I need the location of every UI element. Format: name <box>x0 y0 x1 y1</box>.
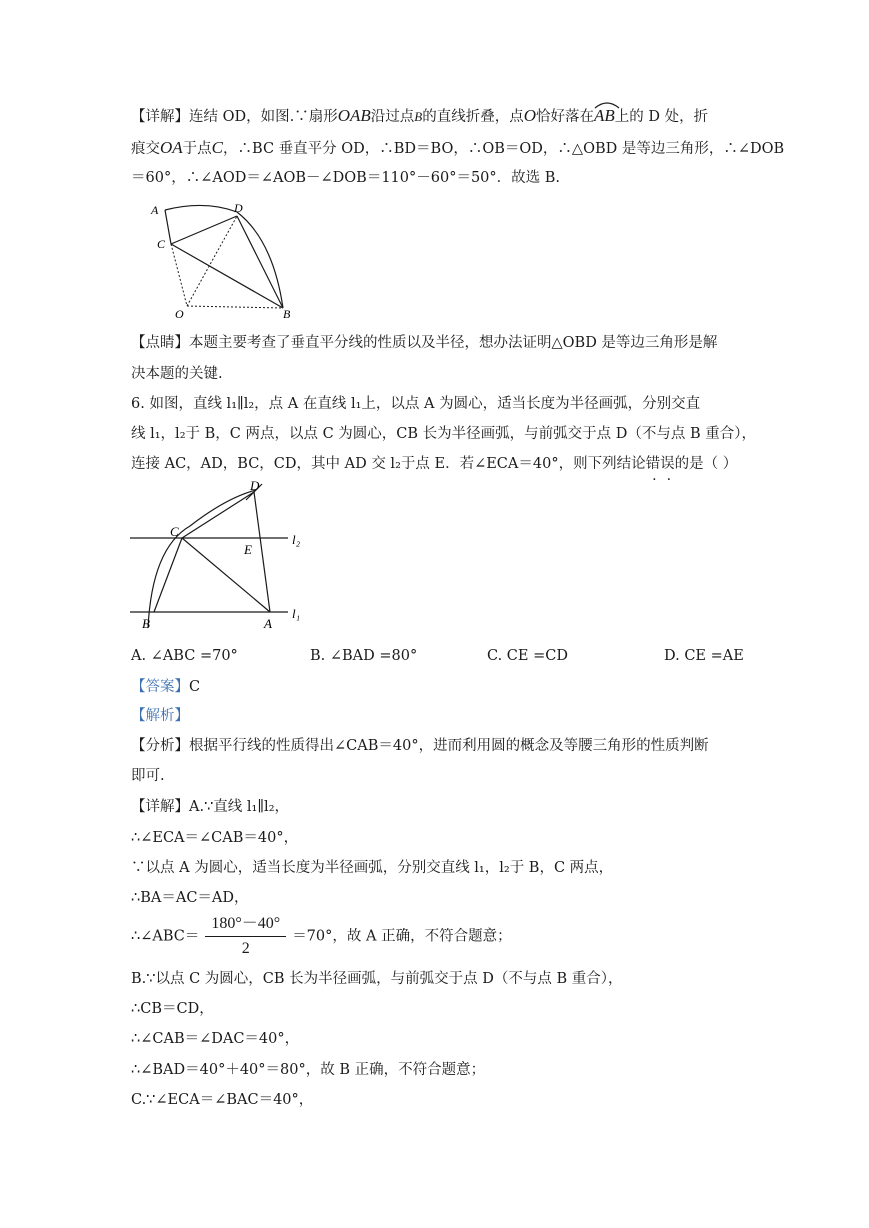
detail2-line10: C.∵∠ECA＝∠BAC＝40°， <box>131 1092 314 1108</box>
segment-ca <box>182 538 270 612</box>
label-b: B <box>283 307 291 321</box>
segment-cd <box>182 492 254 538</box>
emphasis-char: 错 <box>645 456 661 472</box>
detail2-line9: ∴∠BAD＝40°＋40°＝80°，故 B 正确，不符合题意； <box>131 1062 486 1078</box>
option-c: C. CE =CD <box>487 648 568 664</box>
arc-centered-a <box>148 490 256 628</box>
label-c: C <box>157 237 166 251</box>
detail2-line5: ∴∠ABC＝ $\frac{180^\circ-40^\circ}{2}$ ＝70°，故 A 正确，不符合题意； <box>131 915 512 957</box>
arc-mark-icon <box>594 101 620 109</box>
option-d: D. CE =AE <box>664 648 744 664</box>
emphasis-char: 误 <box>660 456 675 472</box>
segment-cd <box>171 216 237 244</box>
answer-value: C <box>189 679 201 695</box>
q6-line2: 线 l₁，l₂于 B，C 两点，以点 C 为圆心，CB 长为半径画弧，与前弧交于点 D（不与点 B 重合）， <box>131 426 757 442</box>
comment1-line2: 决本题的关键. <box>131 366 223 382</box>
label-d: D <box>250 478 260 493</box>
detail2-line6: B.∵以点 C 为圆心，CB 长为半径画弧，与前弧交于点 D（不与点 B 重合）， <box>131 971 623 987</box>
analysis-line2: 即可. <box>131 768 165 784</box>
label-a: A <box>151 203 159 217</box>
answer-tag: 【答案】 <box>131 679 189 695</box>
figure-sector-fold <box>145 200 305 322</box>
segment-bc <box>154 538 182 612</box>
label-c: C <box>170 524 179 539</box>
segment-co-dashed <box>171 244 187 306</box>
segment-ob-dashed <box>187 306 283 308</box>
q6-line3: 连接 AC，AD，BC，CD，其中 AD 交 l₂于点 E．若∠ECA＝40°，则下列结论错误的是（ ） <box>131 456 738 472</box>
fraction: $\frac{180^\circ-40^\circ}{2}$ <box>205 914 286 959</box>
label-o: O <box>175 307 184 321</box>
label-a: A <box>264 616 272 630</box>
detail2-line8: ∴∠CAB＝∠DAC＝40°， <box>131 1031 300 1047</box>
segment-cb <box>171 244 283 308</box>
analysis-tag: 【解析】 <box>131 708 189 724</box>
label-l1: l₁ <box>292 606 301 621</box>
segment-od-dashed <box>187 216 237 306</box>
detail2-line2: ∴∠ECA＝∠CAB＝40°， <box>131 830 299 846</box>
detail2-line7: ∴CB＝CD， <box>131 1001 214 1017</box>
arc-ad <box>165 205 283 308</box>
label-b: B <box>142 616 150 630</box>
arc-ab: AB <box>594 106 615 126</box>
segment-da <box>254 492 270 612</box>
detail2-line4: ∴BA＝AC＝AD， <box>131 890 249 906</box>
segment-ac <box>165 210 171 244</box>
option-a: A. ∠ABC =70° <box>131 648 238 664</box>
analysis-line1: 【分析】根据平行线的性质得出∠CAB＝40°，进而利用圆的概念及等腰三角形的性质判断 <box>131 738 709 754</box>
label-d: D <box>234 201 243 215</box>
label-l2: l₂ <box>292 532 301 547</box>
detail2-line1: 【详解】A.∵直线 l₁∥l₂， <box>131 799 290 815</box>
answer-line <box>131 677 200 697</box>
option-b: B. ∠BAD =80° <box>310 648 418 664</box>
figure-parallel-lines <box>130 478 310 630</box>
q6-line1: 6. 如图，直线 l₁∥l₂，点 A 在直线 l₁上，以点 A 为圆心，适当长度为半径画弧，分别交直 <box>131 396 701 412</box>
detail1-line2: 痕交OA于点C，∴BC 垂直平分 OD，∴BD＝BO，∴OB＝OD，∴△OBD 是等边三角形，∴∠DOB <box>131 138 785 157</box>
label-e: E <box>244 542 252 557</box>
detail1-line1: 【详解】连结 OD，如图.∵扇形OAB沿过点B的直线折叠，点O恰好落在 AB上的 D 处，折 <box>131 106 708 127</box>
detail2-line3: ∵以点 A 为圆心，适当长度为半径画弧，分别交直线 l₁，l₂于 B，C 两点， <box>131 860 614 876</box>
comment1-line1: 【点睛】本题主要考查了垂直平分线的性质以及半径，想办法证明△OBD 是等边三角形是解 <box>131 335 718 351</box>
detail1-line3: ＝60°，∴∠AOD＝∠AOB－∠DOB＝110°－60°＝50°．故选 B. <box>131 170 561 186</box>
